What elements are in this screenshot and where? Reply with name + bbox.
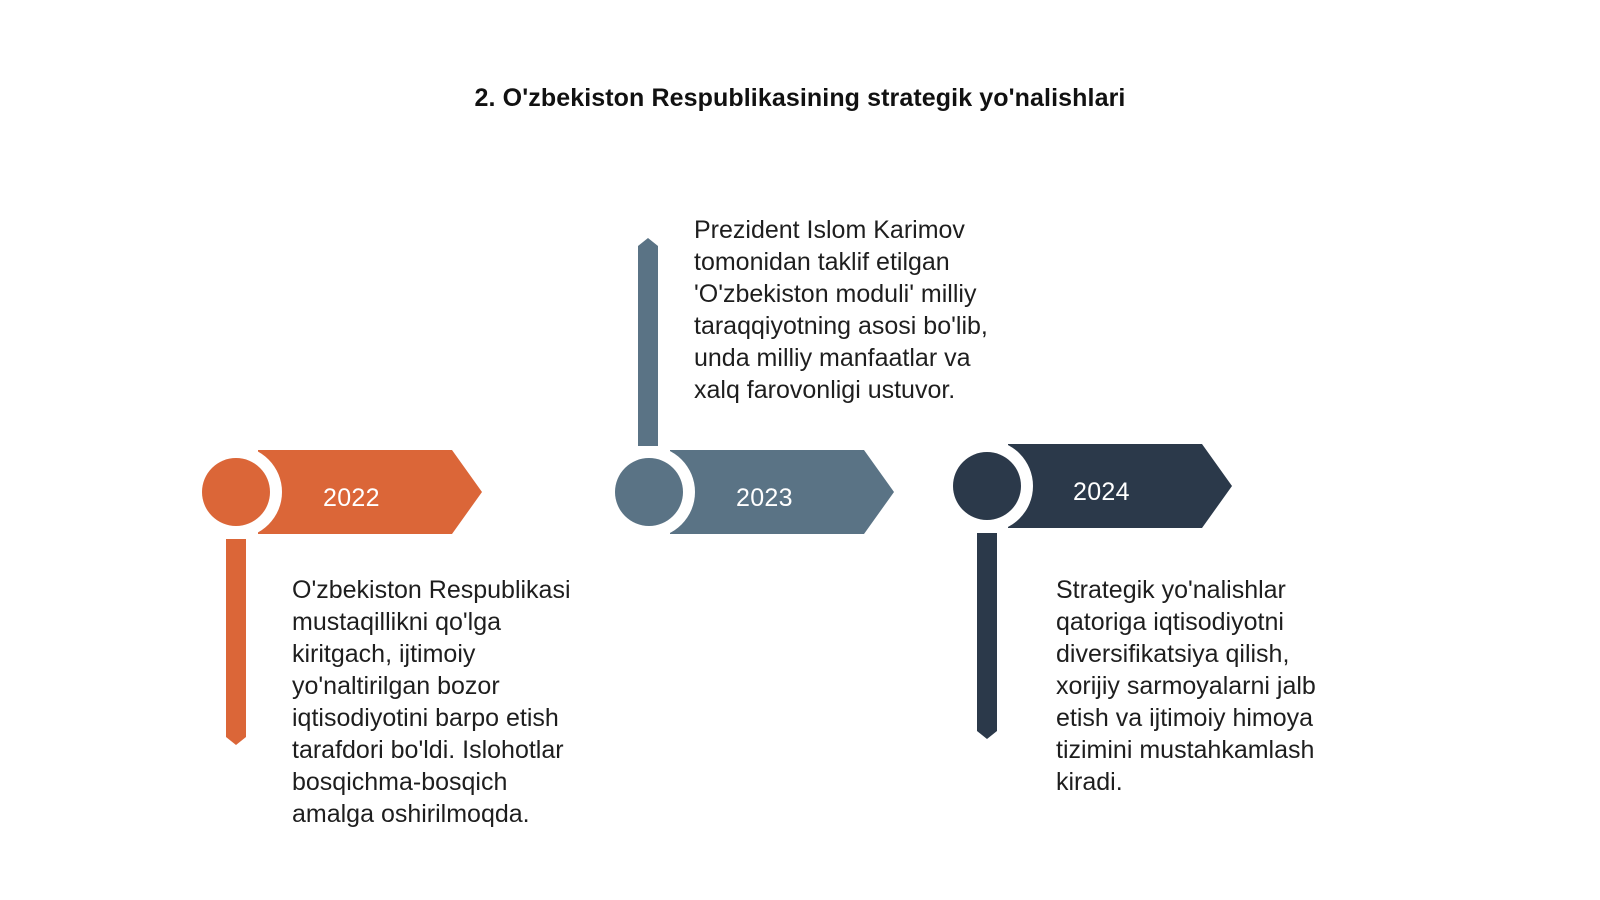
- milestone-2022-description: O'zbekiston Respublikasi mustaqillikni qo'lga kiritgach, ijtimoiy yo'naltirilgan bozor iqtisodiyotini barpo etish tarafdori bo'ldi. Islohotlar bosqichma-bosqich amalga oshirilmoqda.: [292, 576, 571, 828]
- year-label-2023: 2023: [736, 484, 793, 512]
- milestone-2023-stem: [638, 238, 658, 446]
- year-label-2022: 2022: [323, 484, 380, 512]
- page-title: 2. O'zbekiston Respublikasining strategik yo'nalishlari: [474, 84, 1126, 112]
- milestone-2024-stem: [977, 533, 997, 739]
- milestone-2024-description: Strategik yo'nalishlar qatoriga iqtisodiyotni diversifikatsiya qilish, xorijiy sarmoyalarni jalb etish va ijtimoiy himoya tizimini mustahkamlash kiradi.: [1056, 576, 1316, 796]
- year-label-2024: 2024: [1073, 478, 1130, 506]
- milestone-2023-description: Prezident Islom Karimov tomonidan taklif etilgan 'O'zbekiston moduli' milliy taraqqiyotning asosi bo'lib, unda milliy manfaatlar va xalq farovonligi ustuvor.: [694, 216, 988, 404]
- milestone-2022-dot: [202, 458, 270, 526]
- milestone-2023-dot: [615, 458, 683, 526]
- milestone-2024-dot: [953, 452, 1021, 520]
- milestone-2022-stem: [226, 539, 246, 745]
